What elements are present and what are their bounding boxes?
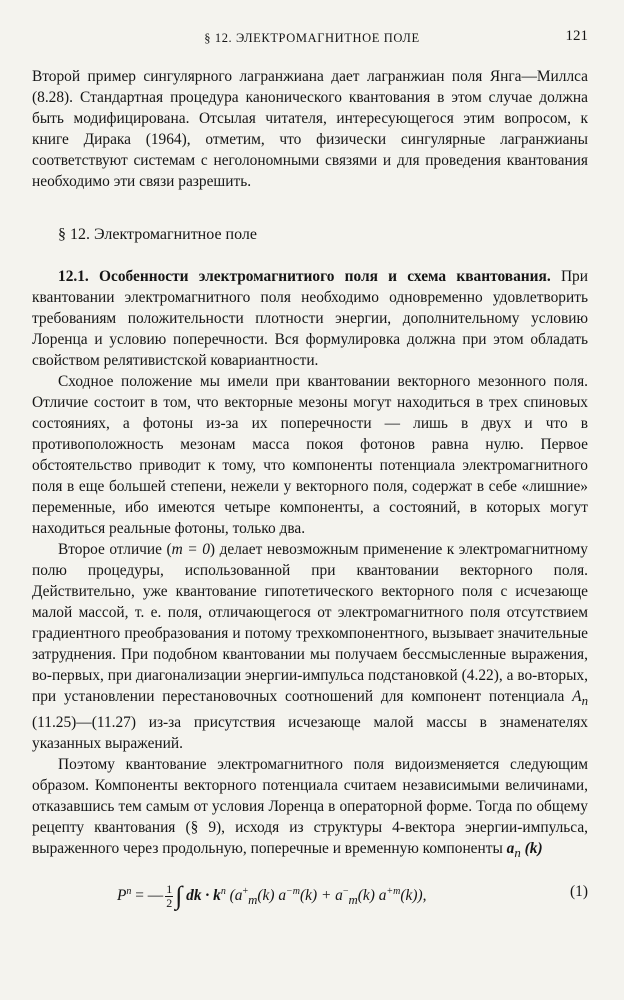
p3-text: ) делает невозможным применение к электромагнитному полю процедуры, использованной при квантовании векторного поля. Действительно, уже квантование гипотетического векторного поля с исчезающе малой массой, т. е. поля, отличающегося от электромагнитного поля отсутствием градиентного преобразования и потому трехкомпонентного, вызывает значительные затруднения. При подобном квантовании мы получаем бессмысленные выражения, во-первых, при диагонализации энергии-импульса подстановкой (4.22), а во-вторых, при установлении перестановочных соотношений для компонент потенциала xyxy=(32,541,588,705)
amplitude-argument: (k) xyxy=(524,840,543,858)
section-heading: § 12. Электромагнитное поле xyxy=(58,226,257,243)
subsection-text: При квантовании электромагнитного поля необходимо одновременно удовлетворить требованиям положительности плотности энергии, дополнительному условию Лоренца и условию поперечности. Вся формулировка должна при этом обладать свойством релятивистской ковариантности. xyxy=(32,268,588,369)
eq-sup-2: −m xyxy=(286,886,301,898)
eq-sup-1: + xyxy=(242,886,249,898)
eq-integrand: dk · k xyxy=(186,887,221,905)
eq-lhs: P xyxy=(117,887,127,905)
eq-equals: = — xyxy=(135,887,164,905)
p4-text: Поэтому квантование электромагнитного поля видоизменяется следующим образом. Компоненты векторного потенциала считаем независимыми величинами, отказавшись тем самым от условия Лоренца в операторной форме. Тогда по общему рецепту квантования (§ 9), исходя из структуры 4-вектора энергии-импульса, выраженного через продольную, поперечные и временную компоненты xyxy=(32,756,588,858)
eq-sup-3: − xyxy=(342,886,349,898)
eq-term-3: (k) + a xyxy=(300,887,343,905)
amplitude-symbol: a xyxy=(506,840,515,858)
eq-term-2: (k) a xyxy=(257,887,287,905)
equation-body xyxy=(117,870,426,922)
running-header xyxy=(0,28,624,48)
one-half-fraction xyxy=(165,883,173,910)
eq-term-4: (k) a xyxy=(357,887,387,905)
eq-sup-4: +m xyxy=(386,886,401,898)
eq-lhs-sup: n xyxy=(126,886,132,898)
running-title: § 12. ЭЛЕКТРОМАГНИТНОЕ ПОЛЕ xyxy=(204,31,420,45)
frac-numerator: 1 xyxy=(166,882,173,897)
amplitude-subscript: n xyxy=(514,846,521,861)
eq-sub-3: m xyxy=(348,893,358,908)
eq-sub-1: m xyxy=(248,893,258,908)
intro-paragraph: Второй пример сингулярного лагранжиана дает лагранжиан поля Янга—Миллса (8.28). Стандартная процедура канонического квантования в этом случае должна быть модифицирована. Отсылая читателя, интересующегося этим вопросом, к книге Дирака (1964), отметим, что физически сингулярные лагранжианы соответствуют системам с неголономными связями и для проведения квантования необходимо эти связи разрешить. xyxy=(32,68,588,190)
potential-symbol: A xyxy=(572,688,582,705)
equation-number: (1) xyxy=(570,883,588,901)
eq-term-5: (k)), xyxy=(400,887,427,905)
subsection-heading: 12.1. Особенности электромагнитиого поля и схема квантования. xyxy=(58,268,551,285)
paragraph-quantization xyxy=(32,754,588,864)
integral-sign: ∫ xyxy=(175,881,183,911)
body-text xyxy=(32,66,588,914)
p3-end: (11.25)—(11.27) из-за присутствия исчезающе малой массы в знаменателях указанных выражений. xyxy=(32,714,588,753)
p3-start: Второе отличие ( xyxy=(58,541,172,558)
equation-1 xyxy=(32,870,588,914)
paragraph-second-difference xyxy=(32,539,588,754)
potential-subscript: n xyxy=(581,694,588,709)
mass-zero-formula: m = 0 xyxy=(171,541,210,558)
frac-denominator: 2 xyxy=(166,896,173,911)
eq-integrand-sup: n xyxy=(220,886,226,898)
paragraph-vector-meson: Сходное положение мы имели при квантовании векторного мезонного поля. Отличие состоит в том, что векторные мезоны могут находиться в трех спиновых состояниях, а фотоны из-за их поперечности — лишь в двух и что в противоположность мезонам масса покоя фотонов равна нулю. Первое обстоятельство приводит к тому, что компоненты потенциала электромагнитного поля в еще большей степени, нежели у векторного поля, содержат в себе «лишние» переменные, ибо имеются четыре компоненты, а состояний, в которых могут находиться реальные фотоны, только два. xyxy=(32,373,588,537)
page-number: 121 xyxy=(565,28,588,44)
subsection-paragraph xyxy=(32,266,588,371)
eq-term-1: (a xyxy=(229,887,243,905)
